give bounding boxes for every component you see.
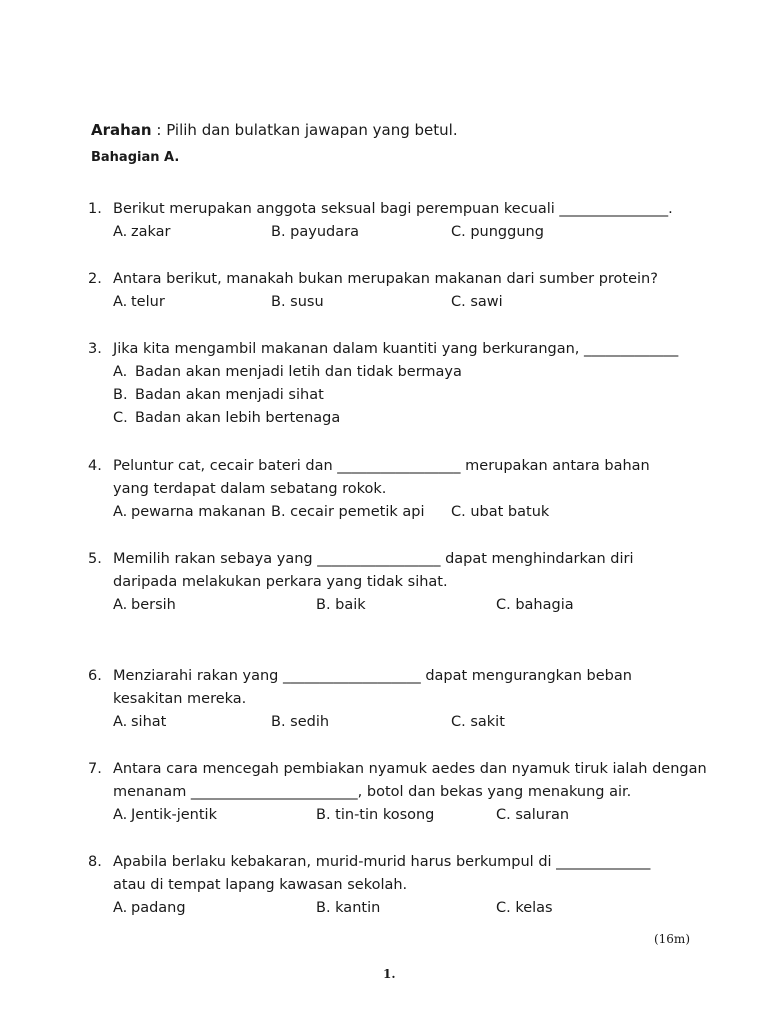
question-text-line bbox=[88, 455, 728, 478]
options-row bbox=[88, 221, 728, 244]
question-number: 7. bbox=[88, 761, 102, 777]
option-text: Badan akan lebih bertenaga bbox=[135, 410, 341, 426]
question-text-line bbox=[88, 478, 728, 501]
question-text: Jika kita mengambil makanan dalam kuantiti yang berkurangan, _____________ bbox=[113, 341, 679, 357]
option-text: Jentik-jentik bbox=[131, 807, 217, 823]
option-text: C. sakit bbox=[451, 714, 505, 730]
question-text-line bbox=[88, 781, 728, 804]
question-number: 3. bbox=[88, 341, 102, 357]
question-text: yang terdapat dalam sebatang rokok. bbox=[113, 481, 387, 497]
question-text: Berikut merupakan anggota seksual bagi perempuan kecuali _______________. bbox=[113, 201, 673, 217]
option-text: B. cecair pemetik api bbox=[271, 504, 425, 520]
option-label: A. bbox=[113, 294, 128, 310]
question-6 bbox=[88, 665, 728, 734]
page-number: 1. bbox=[383, 967, 396, 981]
options-row bbox=[88, 897, 728, 920]
option-text: C. kelas bbox=[496, 900, 553, 916]
question-number: 8. bbox=[88, 854, 102, 870]
options-row bbox=[88, 291, 728, 314]
option-text: Badan akan menjadi letih dan tidak bermaya bbox=[135, 364, 462, 380]
option-text: sihat bbox=[131, 714, 167, 730]
option-text: B. sedih bbox=[271, 714, 330, 730]
option-label: C. bbox=[113, 410, 128, 426]
question-text: daripada melakukan perkara yang tidak sihat. bbox=[113, 574, 448, 590]
option-text: C. ubat batuk bbox=[451, 504, 550, 520]
option-b[interactable] bbox=[88, 384, 728, 407]
option-c[interactable] bbox=[88, 407, 728, 430]
option-text: B. tin-tin kosong bbox=[316, 807, 435, 823]
option-label: A. bbox=[113, 504, 128, 520]
question-text: menanam _______________________, botol dan bekas yang menakung air. bbox=[113, 784, 632, 800]
options-row bbox=[88, 804, 728, 827]
question-8 bbox=[88, 851, 728, 920]
question-text-line bbox=[88, 571, 728, 594]
question-text-line bbox=[88, 268, 728, 291]
option-text: pewarna makanan bbox=[131, 504, 266, 520]
option-text: C. bahagia bbox=[496, 597, 574, 613]
option-text: bersih bbox=[131, 597, 176, 613]
option-text: C. saluran bbox=[496, 807, 570, 823]
question-1 bbox=[88, 198, 728, 244]
option-label: A. bbox=[113, 224, 128, 240]
question-text-line bbox=[88, 874, 728, 897]
question-3 bbox=[88, 338, 728, 430]
question-text-line bbox=[88, 851, 728, 874]
option-text: C. punggung bbox=[451, 224, 544, 240]
instruction-label: Arahan bbox=[91, 121, 152, 139]
question-text-line bbox=[88, 665, 728, 688]
option-label: A. bbox=[113, 714, 128, 730]
option-text: B. kantin bbox=[316, 900, 381, 916]
question-5 bbox=[88, 548, 728, 617]
question-7 bbox=[88, 758, 728, 827]
option-text: C. sawi bbox=[451, 294, 503, 310]
question-text-line bbox=[88, 198, 728, 221]
question-text-line bbox=[88, 548, 728, 571]
option-text: padang bbox=[131, 900, 186, 916]
options-row bbox=[88, 711, 728, 734]
option-a[interactable] bbox=[88, 361, 728, 384]
question-number: 6. bbox=[88, 668, 102, 684]
instruction-text: Pilih dan bulatkan jawapan yang betul. bbox=[166, 121, 458, 139]
option-text: B. payudara bbox=[271, 224, 359, 240]
option-label: B. bbox=[113, 387, 128, 403]
option-text: telur bbox=[131, 294, 165, 310]
question-2 bbox=[88, 268, 728, 314]
option-text: zakar bbox=[131, 224, 171, 240]
options-row bbox=[88, 501, 728, 524]
option-text: B. susu bbox=[271, 294, 324, 310]
question-text-line bbox=[88, 338, 728, 361]
question-number: 5. bbox=[88, 551, 102, 567]
question-text: Memilih rakan sebaya yang _________________ dapat menghindarkan diri bbox=[113, 551, 634, 567]
question-text-line bbox=[88, 688, 728, 711]
question-text: Antara cara mencegah pembiakan nyamuk aedes dan nyamuk tiruk ialah dengan bbox=[113, 761, 707, 777]
question-number: 2. bbox=[88, 271, 102, 287]
option-text: Badan akan menjadi sihat bbox=[135, 387, 324, 403]
option-label: A. bbox=[113, 900, 128, 916]
option-label: A. bbox=[113, 807, 128, 823]
question-text: Apabila berlaku kebakaran, murid-murid harus berkumpul di _____________ bbox=[113, 854, 651, 870]
question-number: 1. bbox=[88, 201, 102, 217]
question-text: Antara berikut, manakah bukan merupakan makanan dari sumber protein? bbox=[113, 271, 658, 287]
question-4 bbox=[88, 455, 728, 524]
option-label: A. bbox=[113, 597, 128, 613]
question-text: Peluntur cat, cecair bateri dan _________________ merupakan antara bahan bbox=[113, 458, 650, 474]
section-title: Bahagian A. bbox=[91, 150, 180, 165]
question-text: atau di tempat lapang kawasan sekolah. bbox=[113, 877, 408, 893]
options-row bbox=[88, 594, 728, 617]
question-text: Menziarahi rakan yang ___________________ dapat mengurangkan beban bbox=[113, 668, 632, 684]
question-number: 4. bbox=[88, 458, 102, 474]
question-text: kesakitan mereka. bbox=[113, 691, 247, 707]
option-text: B. baik bbox=[316, 597, 366, 613]
instruction bbox=[91, 121, 458, 139]
instruction-separator: : bbox=[151, 121, 167, 139]
question-text-line bbox=[88, 758, 728, 781]
option-label: A. bbox=[113, 364, 128, 380]
total-marks: (16m) bbox=[653, 932, 690, 946]
